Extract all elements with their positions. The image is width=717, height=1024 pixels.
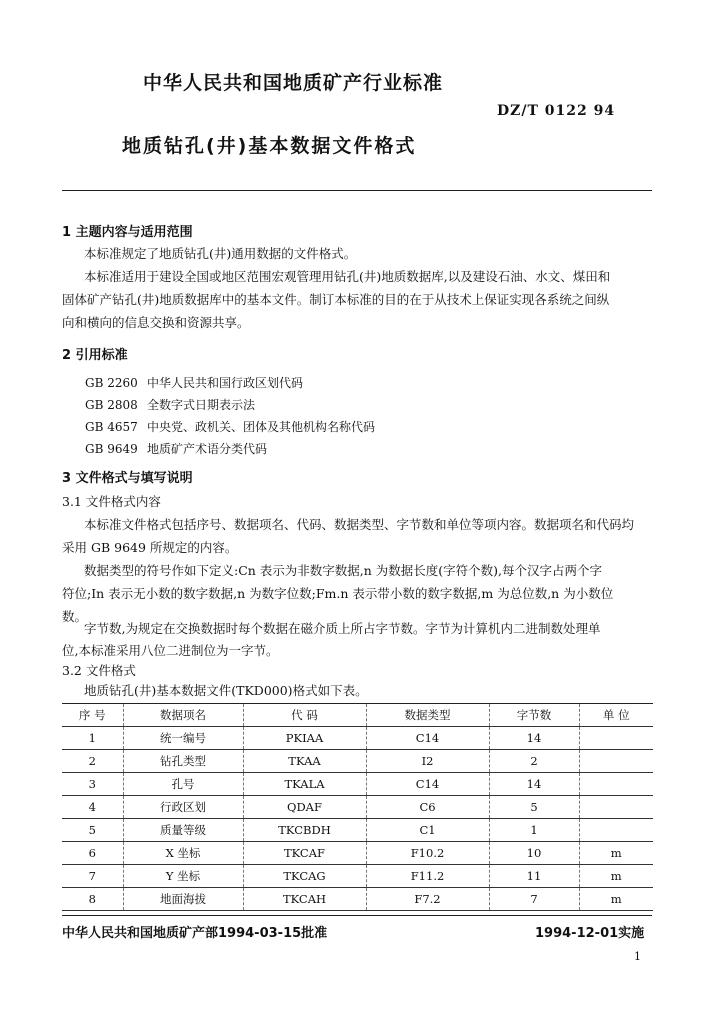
table-cell: I2: [366, 750, 489, 773]
reference-code: GB 2260: [85, 376, 138, 390]
reference-code: GB 2808: [85, 398, 138, 412]
table-cell: TKCAG: [243, 865, 366, 888]
section-3-1-paragraph-1-line-1: 本标准文件格式包括序号、数据项名、代码、数据类型、字节数和单位等项内容。数据项名和代码均: [84, 517, 635, 532]
table-cell: F11.2: [366, 865, 489, 888]
section-1-heading: 1 主题内容与适用范围: [62, 225, 193, 240]
page-number: 1: [634, 950, 641, 963]
implementation-date: 1994-12-01实施: [535, 926, 645, 941]
reference-item: [85, 374, 303, 391]
table-cell: 地面海拔: [123, 888, 243, 911]
table-cell: F10.2: [366, 842, 489, 865]
table-cell: 7: [489, 888, 579, 911]
footer-rule: [62, 915, 652, 916]
table-cell: 5: [489, 796, 579, 819]
section-3-1-paragraph-2-line-1: 数据类型的符号作如下定义:Cn 表示为非数字数据,n 为数据长度(字符个数),每个汉字占两个字: [84, 563, 603, 578]
section-3-1-paragraph-3-line-2: 位,本标准采用八位二进制位为一字节。: [62, 643, 279, 658]
section-3-1-paragraph-1-line-2: 采用 GB 9649 所规定的内容。: [62, 540, 238, 555]
reference-item: [85, 396, 255, 413]
section-3-1-paragraph-2-line-2: 符位;In 表示无小数的数字数据,n 为数字位数;Fm.n 表示带小数的数字数据,m 为总位数,n 为小数位: [62, 586, 614, 601]
reference-item: [85, 418, 375, 435]
table-row: [62, 773, 653, 796]
section-3-2-paragraph: 地质钻孔(井)基本数据文件(TKD000)格式如下表。: [84, 683, 368, 698]
column-header: 单 位: [579, 704, 653, 727]
table-cell: C1: [366, 819, 489, 842]
table-cell: X 坐标: [123, 842, 243, 865]
table-cell: 8: [62, 888, 123, 911]
table-row: [62, 750, 653, 773]
column-header: 代 码: [243, 704, 366, 727]
table-cell: C6: [366, 796, 489, 819]
section-2-heading: 2 引用标准: [62, 348, 128, 363]
issuing-authority: 中华人民共和国地质矿产行业标准: [143, 72, 444, 94]
reference-code: GB 4657: [85, 420, 138, 434]
table-cell: [579, 796, 653, 819]
table-row: [62, 796, 653, 819]
table-cell: [579, 773, 653, 796]
table-row: [62, 865, 653, 888]
reference-name: 中央党、政机关、团体及其他机构名称代码: [147, 420, 376, 434]
table-cell: 4: [62, 796, 123, 819]
table-cell: 质量等级: [123, 819, 243, 842]
table-cell: 5: [62, 819, 123, 842]
table-cell: 11: [489, 865, 579, 888]
column-header: 数据项名: [123, 704, 243, 727]
table-cell: 1: [489, 819, 579, 842]
table-cell: Y 坐标: [123, 865, 243, 888]
table-row: [62, 888, 653, 911]
column-header: 序 号: [62, 704, 123, 727]
table-row: [62, 819, 653, 842]
table-cell: C14: [366, 727, 489, 750]
reference-code: GB 9649: [85, 442, 138, 456]
section-1-paragraph-2-line-2: 固体矿产钻孔(井)地质数据库中的基本文件。制订本标准的目的在于从技术上保证实现各系统之间纵: [62, 292, 610, 307]
file-format-table: [62, 703, 653, 911]
table-cell: [579, 727, 653, 750]
table-cell: 10: [489, 842, 579, 865]
reference-item: [85, 440, 267, 457]
approval-line: 中华人民共和国地质矿产部1994-03-15批准: [62, 926, 328, 941]
table-row: [62, 842, 653, 865]
document-title: 地质钻孔(井)基本数据文件格式: [122, 135, 417, 157]
table-cell: F7.2: [366, 888, 489, 911]
table-cell: TKAA: [243, 750, 366, 773]
table-cell: 2: [489, 750, 579, 773]
table-cell: 钻孔类型: [123, 750, 243, 773]
section-1-paragraph-2-line-1: 本标准适用于建设全国或地区范围宏观管理用钻孔(井)地质数据库,以及建设石油、水文、煤田和: [84, 269, 611, 284]
reference-name: 全数字式日期表示法: [147, 398, 256, 412]
table-cell: 6: [62, 842, 123, 865]
table-cell: 统一编号: [123, 727, 243, 750]
table-cell: 行政区划: [123, 796, 243, 819]
standard-code: DZ/T 0122 94: [497, 103, 616, 119]
section-3-2-heading: 3.2 文件格式: [62, 663, 136, 678]
table-cell: m: [579, 888, 653, 911]
table-cell: QDAF: [243, 796, 366, 819]
table-row: [62, 727, 653, 750]
section-1-paragraph-1: 本标准规定了地质钻孔(井)通用数据的文件格式。: [84, 246, 357, 261]
table-cell: 14: [489, 727, 579, 750]
table-cell: TKALA: [243, 773, 366, 796]
reference-name: 地质矿产术语分类代码: [147, 442, 268, 456]
table-cell: m: [579, 842, 653, 865]
section-3-1-paragraph-2-line-3: 数。: [62, 609, 88, 624]
table-header-row: [62, 704, 653, 727]
section-1-paragraph-2-line-3: 向和横向的信息交换和资源共享。: [62, 315, 250, 330]
table-cell: m: [579, 865, 653, 888]
table-cell: PKIAA: [243, 727, 366, 750]
table-cell: C14: [366, 773, 489, 796]
table-cell: 孔号: [123, 773, 243, 796]
table-cell: 14: [489, 773, 579, 796]
table-cell: [579, 750, 653, 773]
section-3-1-paragraph-3-line-1: 字节数,为规定在交换数据时每个数据在磁介质上所占字节数。字节为计算机内二进制数处理单: [84, 621, 601, 636]
header-rule: [62, 190, 652, 191]
reference-name: 中华人民共和国行政区划代码: [147, 376, 304, 390]
table-cell: 7: [62, 865, 123, 888]
column-header: 数据类型: [366, 704, 489, 727]
table-cell: 1: [62, 727, 123, 750]
table-cell: 2: [62, 750, 123, 773]
section-3-heading: 3 文件格式与填写说明: [62, 471, 193, 486]
column-header: 字节数: [489, 704, 579, 727]
table-cell: TKCBDH: [243, 819, 366, 842]
table-cell: [579, 819, 653, 842]
table-cell: TKCAF: [243, 842, 366, 865]
section-3-1-heading: 3.1 文件格式内容: [62, 494, 161, 509]
table-cell: 3: [62, 773, 123, 796]
table-cell: TKCAH: [243, 888, 366, 911]
